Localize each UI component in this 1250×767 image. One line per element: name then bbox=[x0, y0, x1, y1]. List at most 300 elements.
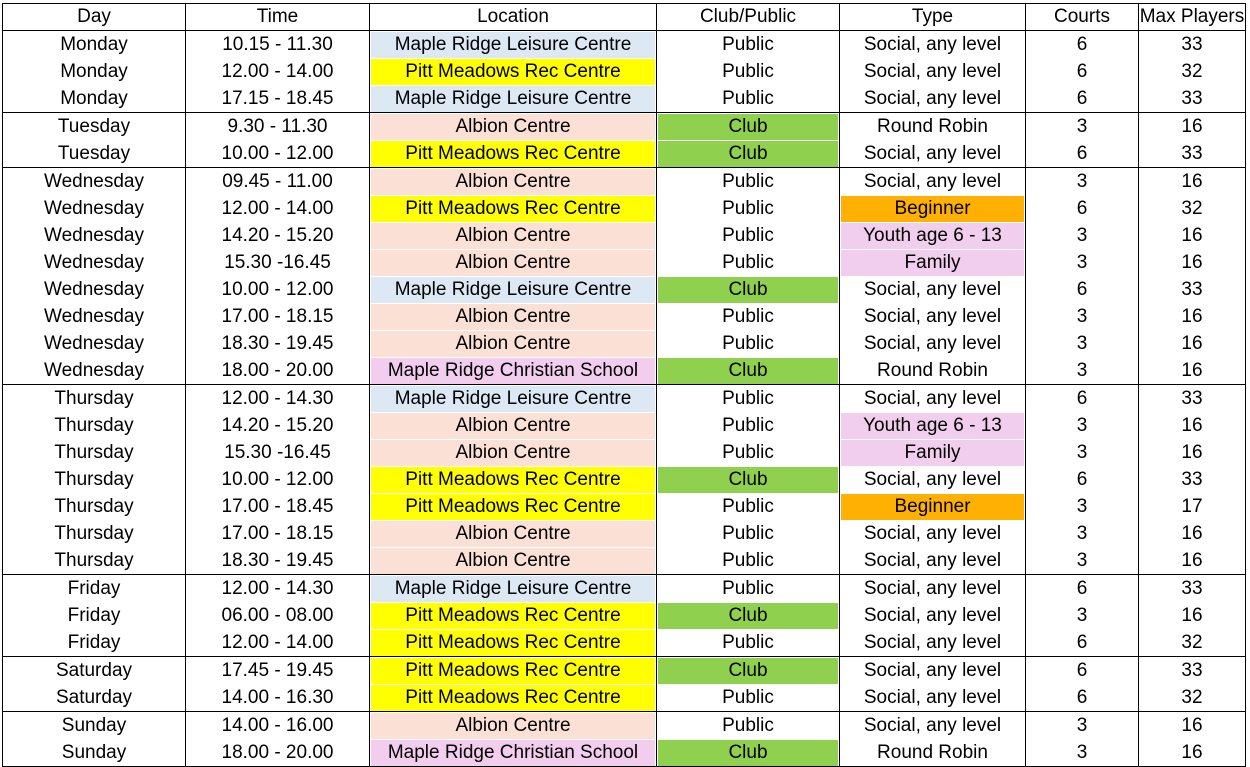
courts-cell: 3 bbox=[1026, 303, 1139, 330]
time-cell: 14.20 - 15.20 bbox=[186, 222, 370, 249]
time-cell: 18.30 - 19.45 bbox=[186, 330, 370, 357]
max-players-cell: 16 bbox=[1139, 330, 1246, 357]
type-cell-text: Social, any level bbox=[863, 714, 1002, 736]
max-players-cell: 17 bbox=[1139, 493, 1246, 520]
club-public-cell bbox=[657, 412, 840, 439]
club-public-cell-text: Club bbox=[658, 603, 838, 629]
location-cell bbox=[370, 222, 657, 249]
day-cell: Wednesday bbox=[3, 168, 186, 196]
table-row bbox=[3, 357, 1246, 385]
day-cell: Thursday bbox=[3, 385, 186, 413]
club-public-cell bbox=[657, 657, 840, 685]
max-players-cell: 16 bbox=[1139, 712, 1246, 740]
table-row bbox=[3, 466, 1246, 493]
location-cell-text: Maple Ridge Leisure Centre bbox=[371, 277, 655, 303]
club-public-cell-text: Public bbox=[722, 387, 774, 409]
day-cell: Tuesday bbox=[3, 140, 186, 168]
club-public-cell bbox=[657, 85, 840, 113]
time-cell: 18.00 - 20.00 bbox=[186, 739, 370, 767]
club-public-cell-text: Public bbox=[722, 577, 774, 599]
club-public-cell bbox=[657, 712, 840, 740]
location-cell-text: Albion Centre bbox=[371, 169, 655, 195]
club-public-cell bbox=[657, 113, 840, 141]
day-cell: Wednesday bbox=[3, 195, 186, 222]
header-max-players: Max Players bbox=[1139, 4, 1246, 31]
table-row bbox=[3, 439, 1246, 466]
location-cell bbox=[370, 195, 657, 222]
time-cell: 10.00 - 12.00 bbox=[186, 466, 370, 493]
courts-cell: 6 bbox=[1026, 657, 1139, 685]
club-public-cell bbox=[657, 739, 840, 767]
club-public-cell bbox=[657, 602, 840, 629]
schedule-table bbox=[2, 3, 1246, 767]
courts-cell: 6 bbox=[1026, 466, 1139, 493]
day-cell: Saturday bbox=[3, 657, 186, 685]
table-row bbox=[3, 58, 1246, 85]
location-cell bbox=[370, 330, 657, 357]
header-type: Type bbox=[840, 4, 1026, 31]
type-cell bbox=[840, 85, 1026, 113]
location-cell-text: Albion Centre bbox=[371, 713, 655, 739]
type-cell bbox=[840, 602, 1026, 629]
max-players-cell: 16 bbox=[1139, 547, 1246, 575]
day-cell: Thursday bbox=[3, 466, 186, 493]
club-public-cell bbox=[657, 385, 840, 413]
table-row bbox=[3, 520, 1246, 547]
header-courts: Courts bbox=[1026, 4, 1139, 31]
location-cell-text: Pitt Meadows Rec Centre bbox=[371, 603, 655, 629]
club-public-cell-text: Club bbox=[658, 358, 838, 384]
courts-cell: 6 bbox=[1026, 684, 1139, 712]
club-public-cell bbox=[657, 466, 840, 493]
club-public-cell bbox=[657, 58, 840, 85]
type-cell-text: Social, any level bbox=[863, 87, 1002, 109]
table-row bbox=[3, 657, 1246, 685]
type-cell-text: Social, any level bbox=[863, 604, 1002, 626]
max-players-cell: 32 bbox=[1139, 58, 1246, 85]
location-cell bbox=[370, 712, 657, 740]
day-cell: Thursday bbox=[3, 439, 186, 466]
time-cell: 15.30 -16.45 bbox=[186, 249, 370, 276]
club-public-cell-text: Public bbox=[722, 414, 774, 436]
max-players-cell: 33 bbox=[1139, 85, 1246, 113]
day-cell: Saturday bbox=[3, 684, 186, 712]
location-cell bbox=[370, 657, 657, 685]
location-cell-text: Albion Centre bbox=[371, 250, 655, 276]
day-cell: Sunday bbox=[3, 739, 186, 767]
courts-cell: 6 bbox=[1026, 276, 1139, 303]
time-cell: 12.00 - 14.30 bbox=[186, 575, 370, 603]
type-cell bbox=[840, 712, 1026, 740]
location-cell-text: Pitt Meadows Rec Centre bbox=[371, 658, 655, 684]
max-players-cell: 16 bbox=[1139, 520, 1246, 547]
table-row bbox=[3, 684, 1246, 712]
table-row bbox=[3, 712, 1246, 740]
courts-cell: 3 bbox=[1026, 547, 1139, 575]
type-cell bbox=[840, 168, 1026, 196]
courts-cell: 6 bbox=[1026, 31, 1139, 59]
location-cell-text: Maple Ridge Leisure Centre bbox=[371, 386, 655, 412]
club-public-cell bbox=[657, 547, 840, 575]
club-public-cell bbox=[657, 684, 840, 712]
courts-cell: 3 bbox=[1026, 222, 1139, 249]
time-cell: 15.30 -16.45 bbox=[186, 439, 370, 466]
courts-cell: 6 bbox=[1026, 58, 1139, 85]
time-cell: 12.00 - 14.00 bbox=[186, 195, 370, 222]
location-cell bbox=[370, 412, 657, 439]
day-cell: Friday bbox=[3, 629, 186, 657]
location-cell bbox=[370, 276, 657, 303]
type-cell bbox=[840, 739, 1026, 767]
club-public-cell bbox=[657, 195, 840, 222]
courts-cell: 3 bbox=[1026, 330, 1139, 357]
table-row bbox=[3, 140, 1246, 168]
club-public-cell bbox=[657, 439, 840, 466]
type-cell-text: Beginner bbox=[841, 196, 1024, 222]
time-cell: 10.00 - 12.00 bbox=[186, 140, 370, 168]
day-cell: Monday bbox=[3, 31, 186, 59]
day-cell: Friday bbox=[3, 602, 186, 629]
location-cell bbox=[370, 602, 657, 629]
type-cell bbox=[840, 276, 1026, 303]
courts-cell: 3 bbox=[1026, 493, 1139, 520]
club-public-cell bbox=[657, 303, 840, 330]
type-cell bbox=[840, 303, 1026, 330]
courts-cell: 3 bbox=[1026, 249, 1139, 276]
club-public-cell bbox=[657, 493, 840, 520]
club-public-cell-text: Club bbox=[658, 277, 838, 303]
time-cell: 14.20 - 15.20 bbox=[186, 412, 370, 439]
max-players-cell: 32 bbox=[1139, 684, 1246, 712]
location-cell-text: Maple Ridge Christian School bbox=[371, 740, 655, 766]
time-cell: 09.45 - 11.00 bbox=[186, 168, 370, 196]
courts-cell: 6 bbox=[1026, 385, 1139, 413]
club-public-cell-text: Public bbox=[722, 714, 774, 736]
type-cell-text: Social, any level bbox=[863, 142, 1002, 164]
location-cell-text: Pitt Meadows Rec Centre bbox=[371, 196, 655, 222]
courts-cell: 3 bbox=[1026, 712, 1139, 740]
day-cell: Sunday bbox=[3, 712, 186, 740]
location-cell bbox=[370, 249, 657, 276]
club-public-cell bbox=[657, 222, 840, 249]
location-cell-text: Pitt Meadows Rec Centre bbox=[371, 467, 655, 493]
type-cell-text: Round Robin bbox=[877, 359, 988, 381]
type-cell bbox=[840, 357, 1026, 385]
type-cell-text: Social, any level bbox=[863, 278, 1002, 300]
club-public-cell-text: Club bbox=[658, 658, 838, 684]
table-row bbox=[3, 276, 1246, 303]
club-public-cell-text: Public bbox=[722, 197, 774, 219]
location-cell bbox=[370, 58, 657, 85]
club-public-cell bbox=[657, 276, 840, 303]
day-cell: Wednesday bbox=[3, 249, 186, 276]
location-cell bbox=[370, 113, 657, 141]
courts-cell: 3 bbox=[1026, 739, 1139, 767]
table-row bbox=[3, 249, 1246, 276]
type-cell bbox=[840, 520, 1026, 547]
max-players-cell: 16 bbox=[1139, 249, 1246, 276]
club-public-cell-text: Public bbox=[722, 631, 774, 653]
club-public-cell-text: Public bbox=[722, 686, 774, 708]
club-public-cell bbox=[657, 357, 840, 385]
location-cell-text: Albion Centre bbox=[371, 304, 655, 330]
max-players-cell: 33 bbox=[1139, 385, 1246, 413]
day-cell: Friday bbox=[3, 575, 186, 603]
location-cell-text: Albion Centre bbox=[371, 331, 655, 357]
location-cell-text: Albion Centre bbox=[371, 223, 655, 249]
club-public-cell-text: Club bbox=[658, 141, 838, 167]
table-row bbox=[3, 575, 1246, 603]
table-row bbox=[3, 31, 1246, 59]
day-cell: Wednesday bbox=[3, 330, 186, 357]
type-cell-text: Social, any level bbox=[863, 577, 1002, 599]
time-cell: 14.00 - 16.30 bbox=[186, 684, 370, 712]
day-cell: Wednesday bbox=[3, 357, 186, 385]
type-cell bbox=[840, 547, 1026, 575]
club-public-cell bbox=[657, 140, 840, 168]
location-cell-text: Pitt Meadows Rec Centre bbox=[371, 59, 655, 85]
time-cell: 17.00 - 18.15 bbox=[186, 303, 370, 330]
type-cell-text: Round Robin bbox=[877, 115, 988, 137]
max-players-cell: 33 bbox=[1139, 31, 1246, 59]
type-cell-text: Social, any level bbox=[863, 170, 1002, 192]
club-public-cell-text: Public bbox=[722, 60, 774, 82]
table-row bbox=[3, 412, 1246, 439]
type-cell bbox=[840, 684, 1026, 712]
time-cell: 12.00 - 14.00 bbox=[186, 629, 370, 657]
max-players-cell: 33 bbox=[1139, 276, 1246, 303]
location-cell bbox=[370, 629, 657, 657]
time-cell: 18.00 - 20.00 bbox=[186, 357, 370, 385]
location-cell bbox=[370, 439, 657, 466]
type-cell bbox=[840, 330, 1026, 357]
type-cell-text: Social, any level bbox=[863, 33, 1002, 55]
max-players-cell: 33 bbox=[1139, 575, 1246, 603]
courts-cell: 3 bbox=[1026, 439, 1139, 466]
header-day: Day bbox=[3, 4, 186, 31]
type-cell bbox=[840, 657, 1026, 685]
time-cell: 12.00 - 14.30 bbox=[186, 385, 370, 413]
location-cell bbox=[370, 385, 657, 413]
club-public-cell-text: Public bbox=[722, 251, 774, 273]
time-cell: 17.00 - 18.15 bbox=[186, 520, 370, 547]
table-row bbox=[3, 739, 1246, 767]
type-cell bbox=[840, 249, 1026, 276]
club-public-cell-text: Public bbox=[722, 87, 774, 109]
courts-cell: 3 bbox=[1026, 520, 1139, 547]
type-cell bbox=[840, 58, 1026, 85]
day-cell: Wednesday bbox=[3, 276, 186, 303]
courts-cell: 3 bbox=[1026, 602, 1139, 629]
type-cell bbox=[840, 140, 1026, 168]
table-row bbox=[3, 195, 1246, 222]
header-club-public: Club/Public bbox=[657, 4, 840, 31]
club-public-cell bbox=[657, 330, 840, 357]
courts-cell: 6 bbox=[1026, 195, 1139, 222]
location-cell bbox=[370, 140, 657, 168]
club-public-cell-text: Public bbox=[722, 170, 774, 192]
club-public-cell-text: Public bbox=[722, 332, 774, 354]
courts-cell: 6 bbox=[1026, 575, 1139, 603]
location-cell-text: Maple Ridge Leisure Centre bbox=[371, 86, 655, 112]
type-cell-text: Family bbox=[841, 250, 1024, 276]
location-cell-text: Albion Centre bbox=[371, 548, 655, 574]
day-cell: Thursday bbox=[3, 547, 186, 575]
location-cell bbox=[370, 547, 657, 575]
header-row bbox=[3, 4, 1246, 31]
time-cell: 12.00 - 14.00 bbox=[186, 58, 370, 85]
location-cell bbox=[370, 85, 657, 113]
location-cell bbox=[370, 575, 657, 603]
location-cell-text: Maple Ridge Leisure Centre bbox=[371, 32, 655, 58]
location-cell-text: Maple Ridge Leisure Centre bbox=[371, 576, 655, 602]
type-cell-text: Social, any level bbox=[863, 522, 1002, 544]
club-public-cell-text: Public bbox=[722, 495, 774, 517]
day-cell: Monday bbox=[3, 58, 186, 85]
max-players-cell: 16 bbox=[1139, 113, 1246, 141]
max-players-cell: 16 bbox=[1139, 439, 1246, 466]
club-public-cell bbox=[657, 520, 840, 547]
table-row bbox=[3, 330, 1246, 357]
max-players-cell: 16 bbox=[1139, 739, 1246, 767]
type-cell-text: Round Robin bbox=[877, 741, 988, 763]
courts-cell: 3 bbox=[1026, 113, 1139, 141]
type-cell-text: Social, any level bbox=[863, 60, 1002, 82]
day-cell: Thursday bbox=[3, 412, 186, 439]
club-public-cell bbox=[657, 629, 840, 657]
max-players-cell: 33 bbox=[1139, 657, 1246, 685]
type-cell bbox=[840, 439, 1026, 466]
table-row bbox=[3, 222, 1246, 249]
club-public-cell-text: Public bbox=[722, 549, 774, 571]
max-players-cell: 16 bbox=[1139, 412, 1246, 439]
location-cell bbox=[370, 493, 657, 520]
location-cell-text: Albion Centre bbox=[371, 114, 655, 140]
type-cell-text: Youth age 6 - 13 bbox=[841, 223, 1024, 249]
location-cell bbox=[370, 357, 657, 385]
table-row bbox=[3, 602, 1246, 629]
type-cell-text: Social, any level bbox=[863, 387, 1002, 409]
type-cell bbox=[840, 575, 1026, 603]
club-public-cell-text: Public bbox=[722, 522, 774, 544]
type-cell bbox=[840, 412, 1026, 439]
time-cell: 14.00 - 16.00 bbox=[186, 712, 370, 740]
max-players-cell: 16 bbox=[1139, 602, 1246, 629]
type-cell bbox=[840, 113, 1026, 141]
location-cell-text: Albion Centre bbox=[371, 521, 655, 547]
location-cell-text: Pitt Meadows Rec Centre bbox=[371, 630, 655, 656]
day-cell: Tuesday bbox=[3, 113, 186, 141]
type-cell-text: Social, any level bbox=[863, 659, 1002, 681]
type-cell bbox=[840, 31, 1026, 59]
time-cell: 10.15 - 11.30 bbox=[186, 31, 370, 59]
time-cell: 18.30 - 19.45 bbox=[186, 547, 370, 575]
type-cell-text: Social, any level bbox=[863, 332, 1002, 354]
courts-cell: 3 bbox=[1026, 168, 1139, 196]
header-location: Location bbox=[370, 4, 657, 31]
club-public-cell bbox=[657, 31, 840, 59]
club-public-cell-text: Club bbox=[658, 740, 838, 766]
type-cell bbox=[840, 466, 1026, 493]
type-cell-text: Social, any level bbox=[863, 549, 1002, 571]
day-cell: Thursday bbox=[3, 520, 186, 547]
max-players-cell: 33 bbox=[1139, 140, 1246, 168]
club-public-cell-text: Club bbox=[658, 114, 838, 140]
table-row bbox=[3, 168, 1246, 196]
location-cell bbox=[370, 684, 657, 712]
club-public-cell bbox=[657, 168, 840, 196]
max-players-cell: 16 bbox=[1139, 222, 1246, 249]
location-cell bbox=[370, 31, 657, 59]
club-public-cell-text: Public bbox=[722, 224, 774, 246]
type-cell-text: Social, any level bbox=[863, 305, 1002, 327]
time-cell: 17.45 - 19.45 bbox=[186, 657, 370, 685]
location-cell bbox=[370, 520, 657, 547]
table-row bbox=[3, 547, 1246, 575]
table-row bbox=[3, 303, 1246, 330]
courts-cell: 6 bbox=[1026, 85, 1139, 113]
day-cell: Wednesday bbox=[3, 222, 186, 249]
courts-cell: 6 bbox=[1026, 140, 1139, 168]
location-cell-text: Pitt Meadows Rec Centre bbox=[371, 494, 655, 520]
type-cell-text: Social, any level bbox=[863, 468, 1002, 490]
club-public-cell bbox=[657, 249, 840, 276]
header-time: Time bbox=[186, 4, 370, 31]
max-players-cell: 32 bbox=[1139, 195, 1246, 222]
location-cell-text: Pitt Meadows Rec Centre bbox=[371, 141, 655, 167]
club-public-cell-text: Public bbox=[722, 305, 774, 327]
max-players-cell: 16 bbox=[1139, 303, 1246, 330]
max-players-cell: 33 bbox=[1139, 466, 1246, 493]
table-row bbox=[3, 629, 1246, 657]
location-cell bbox=[370, 739, 657, 767]
type-cell-text: Youth age 6 - 13 bbox=[841, 413, 1024, 439]
table-row bbox=[3, 385, 1246, 413]
day-cell: Thursday bbox=[3, 493, 186, 520]
club-public-cell-text: Public bbox=[722, 33, 774, 55]
max-players-cell: 32 bbox=[1139, 629, 1246, 657]
type-cell-text: Social, any level bbox=[863, 686, 1002, 708]
type-cell bbox=[840, 222, 1026, 249]
max-players-cell: 16 bbox=[1139, 168, 1246, 196]
location-cell-text: Albion Centre bbox=[371, 413, 655, 439]
club-public-cell bbox=[657, 575, 840, 603]
type-cell-text: Beginner bbox=[841, 494, 1024, 520]
table-row bbox=[3, 113, 1246, 141]
location-cell bbox=[370, 303, 657, 330]
time-cell: 10.00 - 12.00 bbox=[186, 276, 370, 303]
time-cell: 17.00 - 18.45 bbox=[186, 493, 370, 520]
max-players-cell: 16 bbox=[1139, 357, 1246, 385]
time-cell: 17.15 - 18.45 bbox=[186, 85, 370, 113]
location-cell bbox=[370, 168, 657, 196]
location-cell-text: Maple Ridge Christian School bbox=[371, 358, 655, 384]
location-cell-text: Albion Centre bbox=[371, 440, 655, 466]
type-cell-text: Social, any level bbox=[863, 631, 1002, 653]
type-cell bbox=[840, 629, 1026, 657]
day-cell: Wednesday bbox=[3, 303, 186, 330]
type-cell bbox=[840, 195, 1026, 222]
club-public-cell-text: Club bbox=[658, 467, 838, 493]
day-cell: Monday bbox=[3, 85, 186, 113]
courts-cell: 3 bbox=[1026, 412, 1139, 439]
location-cell bbox=[370, 466, 657, 493]
type-cell-text: Family bbox=[841, 440, 1024, 466]
type-cell bbox=[840, 385, 1026, 413]
courts-cell: 6 bbox=[1026, 629, 1139, 657]
time-cell: 9.30 - 11.30 bbox=[186, 113, 370, 141]
table-row bbox=[3, 493, 1246, 520]
